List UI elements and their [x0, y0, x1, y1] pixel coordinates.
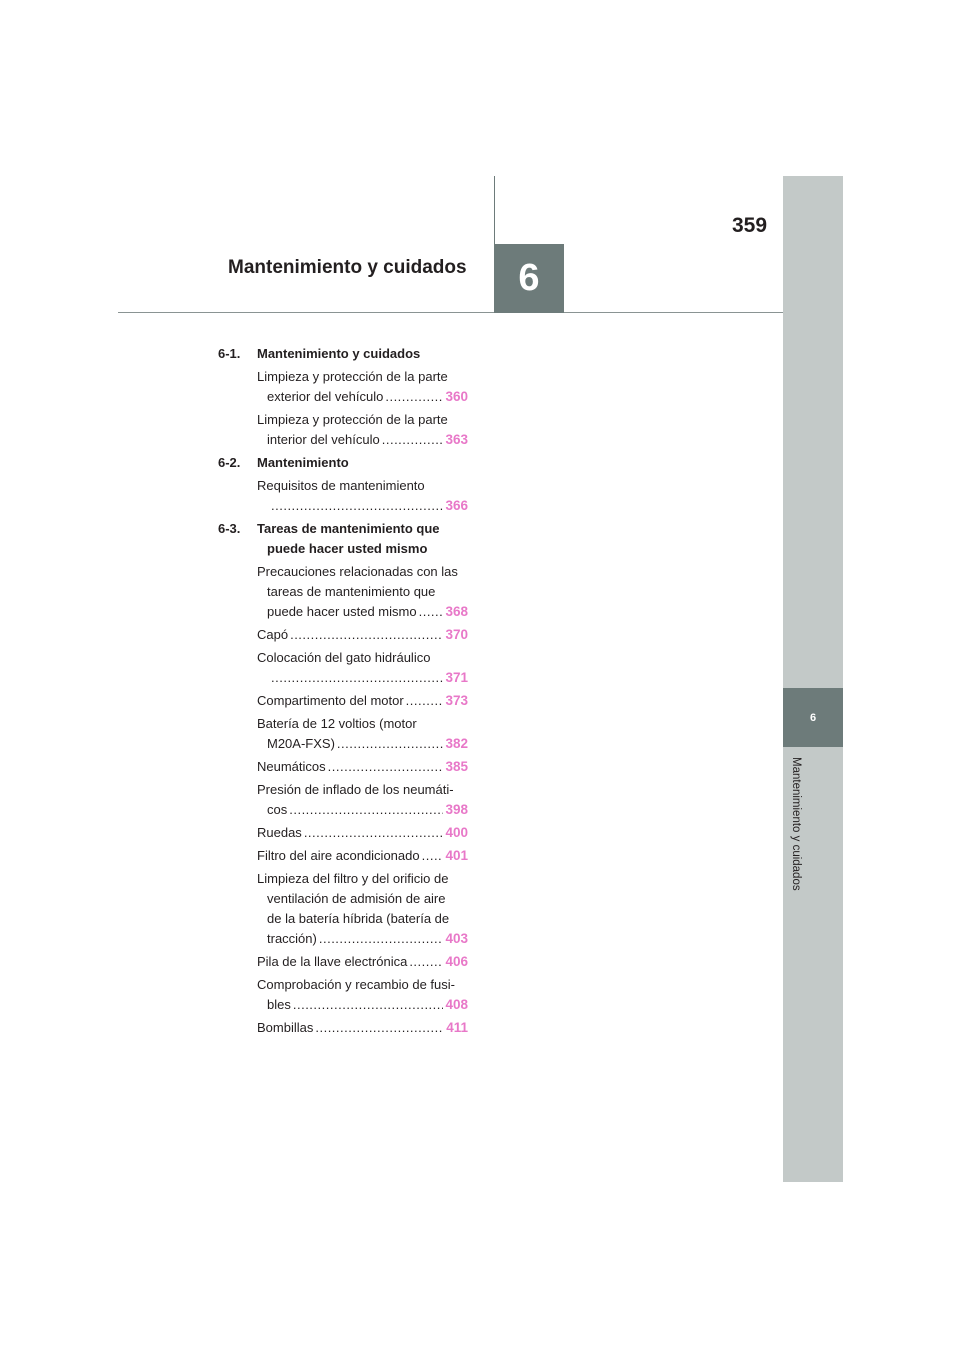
page-link[interactable]: 411	[446, 1020, 468, 1035]
page-link[interactable]: 370	[445, 627, 468, 642]
toc-section-6-1[interactable]	[218, 344, 468, 364]
entry-text: de la batería híbrida (batería de	[267, 911, 450, 926]
page-link[interactable]: 406	[445, 954, 468, 969]
page-link[interactable]: 373	[445, 693, 468, 708]
header-horizontal-rule	[118, 312, 783, 313]
toc-entry-key-battery[interactable]	[257, 952, 468, 972]
toc-entry-fuses[interactable]	[257, 975, 468, 1015]
toc-entry-tires[interactable]	[257, 757, 468, 777]
toc-entry-jack-positioning[interactable]	[257, 648, 468, 688]
page-link[interactable]: 385	[445, 759, 468, 774]
entry-text: Comprobación y recambio de fusi-	[257, 977, 455, 992]
entry-text: Ruedas	[257, 825, 302, 840]
section-title: Mantenimiento y cuidados	[257, 346, 421, 361]
page-link[interactable]: 382	[445, 736, 468, 751]
entry-text: Limpieza y protección de la parte	[257, 369, 448, 384]
page-link[interactable]: 371	[445, 670, 468, 685]
toc-entry-ac-filter[interactable]	[257, 846, 468, 866]
toc-entry-12v-battery[interactable]	[257, 714, 468, 754]
toc-section-6-2[interactable]	[218, 453, 468, 473]
leader-dots	[382, 430, 444, 450]
toc-entry-hybrid-battery-filter[interactable]	[257, 869, 468, 949]
leader-dots	[315, 1018, 444, 1038]
entry-text: Precauciones relacionadas con las	[257, 564, 458, 579]
leader-dots	[304, 823, 444, 843]
chapter-title: Mantenimiento y cuidados	[228, 257, 467, 278]
page-link[interactable]: 363	[445, 432, 468, 447]
toc-entry-engine-compartment[interactable]	[257, 691, 468, 711]
toc-section-6-3[interactable]	[218, 519, 468, 559]
leader-dots	[293, 995, 444, 1015]
table-of-contents	[218, 344, 468, 1041]
leader-dots	[271, 496, 443, 516]
entry-text: Requisitos de mantenimiento	[257, 478, 425, 493]
section-title	[257, 519, 468, 559]
leader-dots	[422, 846, 444, 866]
entry-text: M20A-FXS)	[267, 736, 335, 751]
page-link[interactable]: 366	[445, 498, 468, 513]
leader-dots	[328, 757, 444, 777]
section-title-line: puede hacer usted mismo	[267, 541, 428, 556]
entry-text: Neumáticos	[257, 759, 326, 774]
entry-text: ventilación de admisión de aire	[267, 891, 446, 906]
section-title-line: Tareas de mantenimiento que	[257, 521, 440, 536]
toc-entry-bulbs[interactable]	[257, 1018, 468, 1038]
toc-entry-tire-pressure[interactable]	[257, 780, 468, 820]
leader-dots	[409, 952, 443, 972]
section-title: Mantenimiento	[257, 455, 349, 470]
entry-text: Colocación del gato hidráulico	[257, 650, 431, 665]
leader-dots	[419, 602, 444, 622]
entry-text: Bombillas	[257, 1020, 314, 1035]
section-number: 6-1.	[218, 346, 241, 361]
entry-text: Batería de 12 voltios (motor	[257, 716, 417, 731]
entry-text: Pila de la llave electrónica	[257, 954, 408, 969]
entry-text: interior del vehículo	[267, 432, 380, 447]
leader-dots	[406, 691, 444, 711]
entry-text: exterior del vehículo	[267, 389, 384, 404]
entry-text: cos	[267, 802, 288, 817]
toc-entry-hood[interactable]	[257, 625, 468, 645]
side-chapter-label: Mantenimiento y cuidados	[790, 757, 802, 891]
entry-text: tareas de mantenimiento que	[267, 584, 436, 599]
entry-text: Capó	[257, 627, 289, 642]
leader-dots	[385, 387, 443, 407]
chapter-number-box: 6	[494, 244, 564, 313]
page-link[interactable]: 360	[445, 389, 468, 404]
toc-entry-wheels[interactable]	[257, 823, 468, 843]
page-link[interactable]: 401	[445, 848, 468, 863]
side-chapter-tab[interactable]: 6	[783, 688, 843, 747]
page-link[interactable]: 400	[445, 825, 468, 840]
side-thumb-strip	[783, 176, 843, 1182]
toc-entry-exterior-cleaning[interactable]	[257, 367, 468, 407]
entry-text: tracción)	[267, 931, 317, 946]
page-link[interactable]: 368	[445, 604, 468, 619]
leader-dots	[337, 734, 444, 754]
leader-dots	[271, 668, 443, 688]
leader-dots	[290, 625, 443, 645]
entry-text: puede hacer usted mismo	[267, 604, 417, 619]
page-number: 359	[732, 214, 768, 237]
page-link[interactable]: 398	[445, 802, 468, 817]
entry-text: Limpieza del filtro y del orificio de	[257, 871, 449, 886]
entry-text: Filtro del aire acondicionado	[257, 848, 420, 863]
toc-entry-maintenance-requirements[interactable]	[257, 476, 468, 516]
entry-text: Presión de inflado de los neumáti-	[257, 782, 454, 797]
leader-dots	[319, 929, 444, 949]
entry-text: Compartimento del motor	[257, 693, 404, 708]
leader-dots	[289, 800, 443, 820]
page-link[interactable]: 408	[445, 997, 468, 1012]
entry-text: bles	[267, 997, 291, 1012]
toc-entry-precautions[interactable]	[257, 562, 468, 622]
page-link[interactable]: 403	[445, 931, 468, 946]
section-number: 6-3.	[218, 521, 241, 536]
section-number: 6-2.	[218, 455, 241, 470]
toc-entry-interior-cleaning[interactable]	[257, 410, 468, 450]
entry-text: Limpieza y protección de la parte	[257, 412, 448, 427]
